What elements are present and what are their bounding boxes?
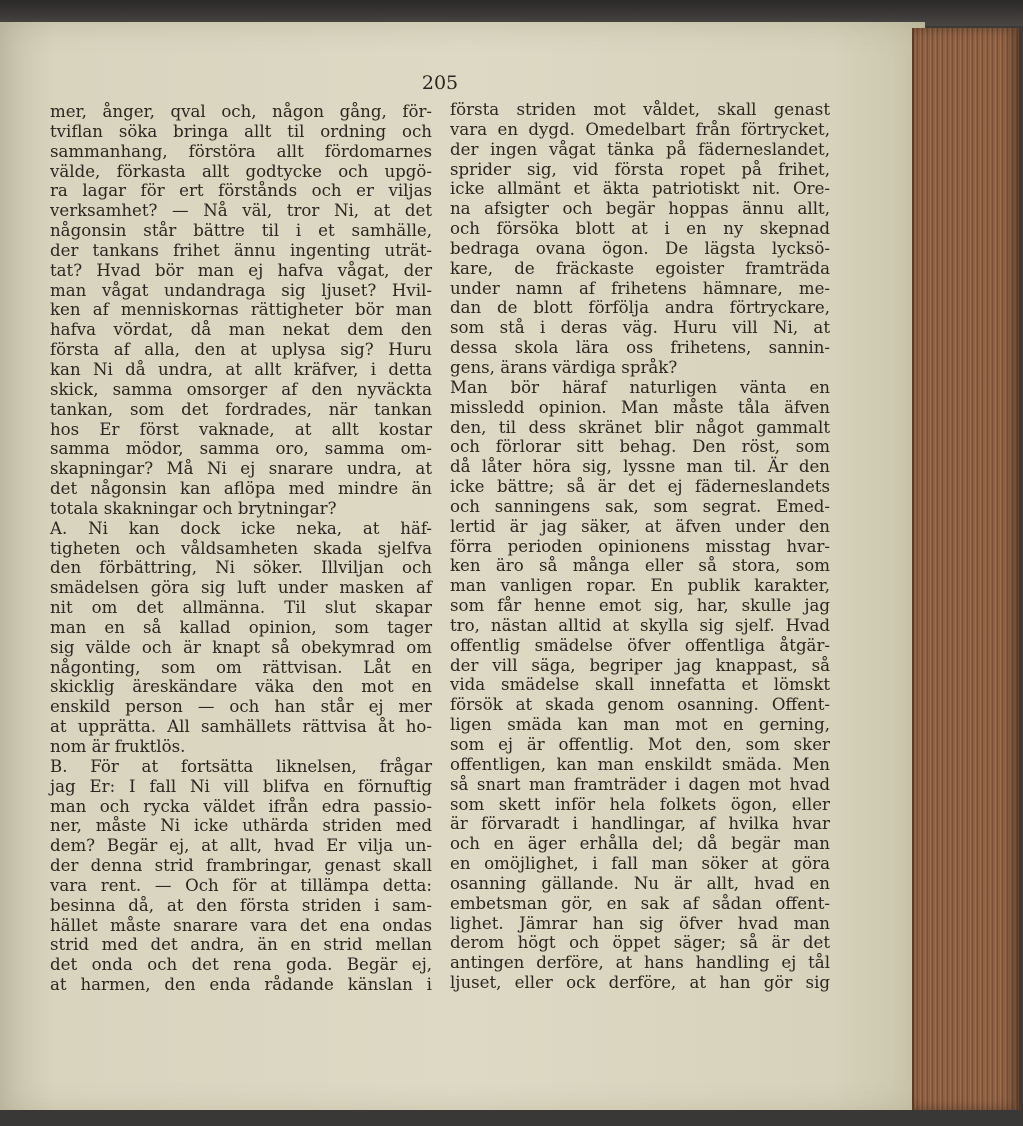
text-line: hafva vördat, då man nekat dem den [50,320,432,340]
scan-background-bottom [0,1110,1023,1126]
text-line: osanning gällande. Nu är allt, hvad en [450,873,830,893]
text-line: vida smädelse skall innefatta et lömskt [450,675,830,695]
text-line: strid med det andra, än en strid mellan [50,935,432,955]
text-line: det onda och det rena goda. Begär ej, [50,955,432,975]
text-line: A. Ni kan dock icke neka, at häf- [50,518,432,538]
text-line: tviflan söka bringa allt til ordning och [50,121,432,141]
text-line: försök at skada genom osanning. Offent- [450,695,830,715]
book-page-edges [912,28,1019,1110]
text-line: vara en dygd. Omedelbart från förtrycket, [450,119,830,139]
text-line: mer, ånger, qval och, någon gång, för- [50,102,432,121]
text-line: na afsigter och begär hoppas ännu allt, [450,199,830,219]
text-line: den, til dess skränet blir något gammalt [450,417,830,437]
text-line: och en äger erhålla del; då begär man [450,834,830,854]
left-text-column [50,102,432,995]
text-line: verksamhet? — Nå väl, tror Ni, at det [50,201,432,221]
text-line: man och rycka väldet ifrån edra passio- [50,796,432,816]
text-line: sammanhang, förstöra allt fördomarnes [50,141,432,161]
text-line: en omöjlighet, i fall man söker at göra [450,854,830,874]
text-line: och försöka blott at i en ny skepnad [450,219,830,239]
text-line: då låter höra sig, lyssne man til. Är den [450,457,830,477]
text-line: icke bättre; så är det ej fäderneslandets [450,477,830,497]
text-line: man en så kallad opinion, som tager [50,617,432,637]
right-text-column [450,100,830,993]
text-line: gens, ärans värdiga språk? [450,357,678,377]
text-line: och sanningens sak, som segrat. Emed- [450,496,830,516]
text-line: förra perioden opinionens misstag hvar- [450,536,830,556]
text-line: så snart man framträder i dagen mot hvad [450,774,830,794]
text-line: ligen smäda kan man mot en gerning, [450,715,830,735]
text-line: der vill säga, begriper jag knappast, så [450,655,830,675]
text-line: smädelsen göra sig luft under masken af [50,578,432,598]
text-line: någonsin står bättre til i et samhälle, [50,221,432,241]
text-line: derom högt och öppet säger; så är det [450,933,830,953]
text-line: Man bör häraf naturligen vänta en [450,377,830,397]
text-line: tro, nästan alltid at skylla sig sjelf. Hvad [450,615,830,635]
text-line: skicklig äreskändare väka den mot en [50,677,432,697]
text-line: embetsman gör, en sak af sådan offent- [450,893,830,913]
text-line: samma mödor, samma oro, samma om- [50,439,432,459]
text-line: välde, förkasta allt godtycke och upgö- [50,161,432,181]
text-line: ra lagar för ert förstånds och er viljas [50,181,432,201]
text-line: det någonsin kan aflöpa med mindre än [50,479,432,499]
text-line: der tankans frihet ännu ingenting uträt- [50,240,432,260]
text-line: dem? Begär ej, at allt, hvad Er vilja un- [50,836,432,856]
text-line: offentligen, kan man enskildt smäda. Men [450,754,830,774]
text-line: den förbättring, Ni söker. Illviljan och [50,558,432,578]
page-number: 205 [421,72,459,94]
text-line: tat? Hvad bör man ej hafva vågat, der [50,260,432,280]
text-line: lertid är jag säker, at äfven under den [450,516,830,536]
text-line: der ingen vågat tänka på fäderneslandet, [450,139,830,159]
text-line: som ej är offentlig. Mot den, som sker [450,735,830,754]
text-line: någonting, som om rättvisan. Låt en [50,657,432,677]
text-line: ljuset, eller ock derföre, at han gör sig [450,973,830,993]
text-line: lighet. Jämrar han sig öfver hvad man [450,913,830,933]
text-line: kan Ni då undra, at allt kräfver, i detta [50,359,432,379]
text-line: der denna strid frambringar, genast skall [50,856,432,876]
text-line: skapningar? Må Ni ej snarare undra, at [50,459,432,479]
text-line: under namn af frihetens hämnare, me- [450,278,830,298]
text-line: första striden mot våldet, skall genast [450,100,830,119]
text-line: dessa skola lära oss frihetens, sannin- [450,338,830,358]
text-line: tankan, som det fordrades, när tankan [50,399,432,419]
text-line: icke allmänt et äkta patriotiskt nit. Ore- [450,179,830,199]
text-line: enskild person — och han står ej mer [50,697,432,717]
text-line: skick, samma omsorger af den nyväckta [50,379,432,399]
text-line: man vanligen ropar. En publik karakter, [450,576,830,596]
text-line: och förlorar sitt behag. Den röst, som [450,437,830,457]
text-line: missledd opinion. Man måste tåla äfven [450,397,830,417]
text-line: dan de blott förfölja andra förtryckare, [450,298,830,318]
text-line: nit om det allmänna. Til slut skapar [50,598,432,618]
text-line: nom är fruktlös. [50,737,186,756]
text-line: är förvaradt i handlingar, af hvilka hvar [450,814,830,834]
text-line: som skett inför hela folkets ögon, eller [450,794,830,814]
text-line: B. För at fortsätta liknelsen, frågar [50,756,432,776]
text-line: hället måste snarare vara det ena ondas [50,915,432,935]
text-line: at upprätta. All samhällets rättvisa åt ho- [50,717,432,737]
text-line: totala skakningar och brytningar? [50,498,337,518]
text-line: sig välde och är knapt så obekymrad om [50,637,432,657]
text-line: offentlig smädelse öfver offentliga åtgär- [450,635,830,655]
text-line: man vågat undandraga sig ljuset? Hvil- [50,280,432,300]
text-line: ken äro så många eller så stora, som [450,556,830,576]
text-line: jag Er: I fall Ni vill blifva en förnuftig [50,776,432,796]
text-line: första af alla, den at uplysa sig? Huru [50,340,432,360]
text-line: som stå i deras väg. Huru vill Ni, at [450,318,830,338]
text-line: tigheten och våldsamheten skada sjelfva [50,538,432,558]
text-line: som får henne emot sig, har, skulle jag [450,596,830,616]
text-line: at harmen, den enda rådande känslan i [50,975,432,995]
text-line: ken af menniskornas rättigheter bör man [50,300,432,320]
text-line: sprider sig, vid första ropet på frihet, [450,159,830,179]
text-line: besinna då, at den första striden i sam- [50,895,432,915]
text-line: hos Er först vaknade, at allt kostar [50,419,432,439]
text-line: ner, måste Ni icke uthärda striden med [50,816,432,836]
text-line: bedraga ovana ögon. De lägsta lycksö- [450,238,830,258]
text-line: antingen derföre, at hans handling ej tål [450,953,830,973]
text-line: vara rent. — Och för at tillämpa detta: [50,875,432,895]
text-line: kare, de fräckaste egoister framträda [450,258,830,278]
